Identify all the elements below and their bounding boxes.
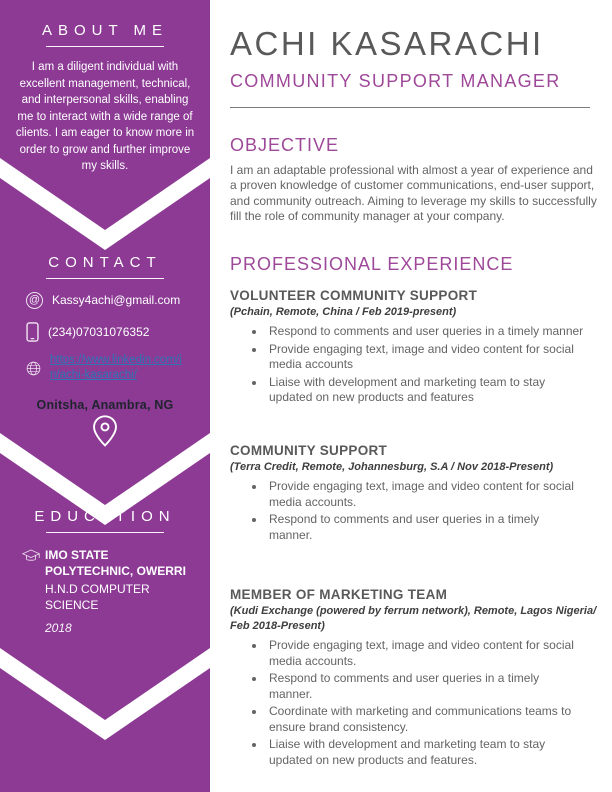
job-entry-community-support [230,443,590,544]
job-title: VOLUNTEER COMMUNITY SUPPORT [230,287,478,303]
contact-row-phone [26,322,200,342]
education-school: IMO STATE POLYTECHNIC, OWERRI [45,548,186,578]
email-value: Kassy4achi@gmail.com [52,293,181,307]
header-divider [230,107,590,108]
linkedin-link[interactable]: https://www.linkedin.com/in/achi-kasarachi/ [50,354,182,381]
contact-section [0,254,210,452]
experience-heading: PROFESSIONAL EXPERIENCE [230,253,514,274]
sidebar [0,0,210,792]
about-text: I am a diligent individual with excellent management, technical, and interpersonal skills, enabling me to interact with a wide range of clients. I am eager to know more in order to grow and further improve my skills. [15,61,195,172]
job-bullet: • Provide engaging text, image and video content for social media accounts. [266,479,584,510]
contact-row-email [26,292,200,309]
header [230,27,590,108]
email-icon: @ [26,292,43,309]
job-title: COMMUNITY SUPPORT [230,442,388,458]
job-bullet-list [230,479,590,543]
job-title: MEMBER OF MARKETING TEAM [230,587,448,603]
job-meta: (Terra Credit, Remote, Johannesburg, S.A / Nov 2018-Present) [230,460,554,473]
globe-icon [26,361,41,376]
about-title: ABOUT ME [41,22,169,39]
map-pin-icon [92,415,118,447]
job-bullet-list [230,324,590,406]
person-name: ACHI KASARACHI [230,25,544,62]
job-meta: (Kudi Exchange (powered by ferrum network), Remote, Lagos Nigeria/ Feb 2018-Present) [230,605,597,632]
graduation-cap-icon [22,548,40,564]
education-degree: H.N.D COMPUTER SCIENCE [45,582,150,612]
phone-value: (234)07031076352 [48,324,150,339]
job-meta: (Pchain, Remote, China / Feb 2019-present) [230,305,457,318]
job-bullet: • Coordinate with marketing and communications teams to ensure brand consistency. [266,704,584,735]
job-bullet: • Liaise with development and marketing team to stay updated on new products and features. [266,737,584,768]
job-bullet-list [230,638,590,768]
objective-section [230,134,597,225]
chevron-divider-3 [0,648,210,740]
main-content [210,0,612,792]
education-title-underline [46,532,164,533]
objective-heading: OBJECTIVE [230,134,340,155]
job-bullet: • Provide engaging text, image and video content for social media accounts [266,342,584,373]
job-bullet: • Respond to comments and user queries in a timely manner. [266,671,584,702]
location-text: Onitsha, Anambra, NG [36,398,174,412]
job-entry-volunteer-community-support [230,288,590,406]
job-entry-marketing-team [230,587,597,768]
job-bullet: • Respond to comments and user queries in a timely manner [266,324,584,340]
education-details [45,547,197,635]
objective-text: I am an adaptable professional with almost a year of experience and a proven knowledge of customer communications, end-user support, and community outreach. Aiming to leverage my skills to successfully fill the role of community manager at your company. [230,162,597,224]
location-pin-wrap [0,415,210,452]
about-section [0,22,210,175]
contact-title-underline [46,278,164,279]
education-title: EDUCATION [34,508,176,525]
about-title-underline [46,46,164,47]
experience-section [230,253,597,769]
education-section [0,508,210,635]
job-bullet: • Respond to comments and user queries in a timely manner. [266,512,584,543]
education-entry [22,547,202,635]
person-role: COMMUNITY SUPPORT MANAGER [230,70,561,91]
education-year: 2018 [45,621,72,635]
job-bullet: • Liaise with development and marketing team to stay updated on new products and features [266,375,584,406]
job-bullet: • Provide engaging text, image and video content for social media accounts. [266,638,584,669]
contact-title: CONTACT [48,254,162,271]
smartphone-icon [26,322,39,342]
contact-row-website [26,353,200,383]
